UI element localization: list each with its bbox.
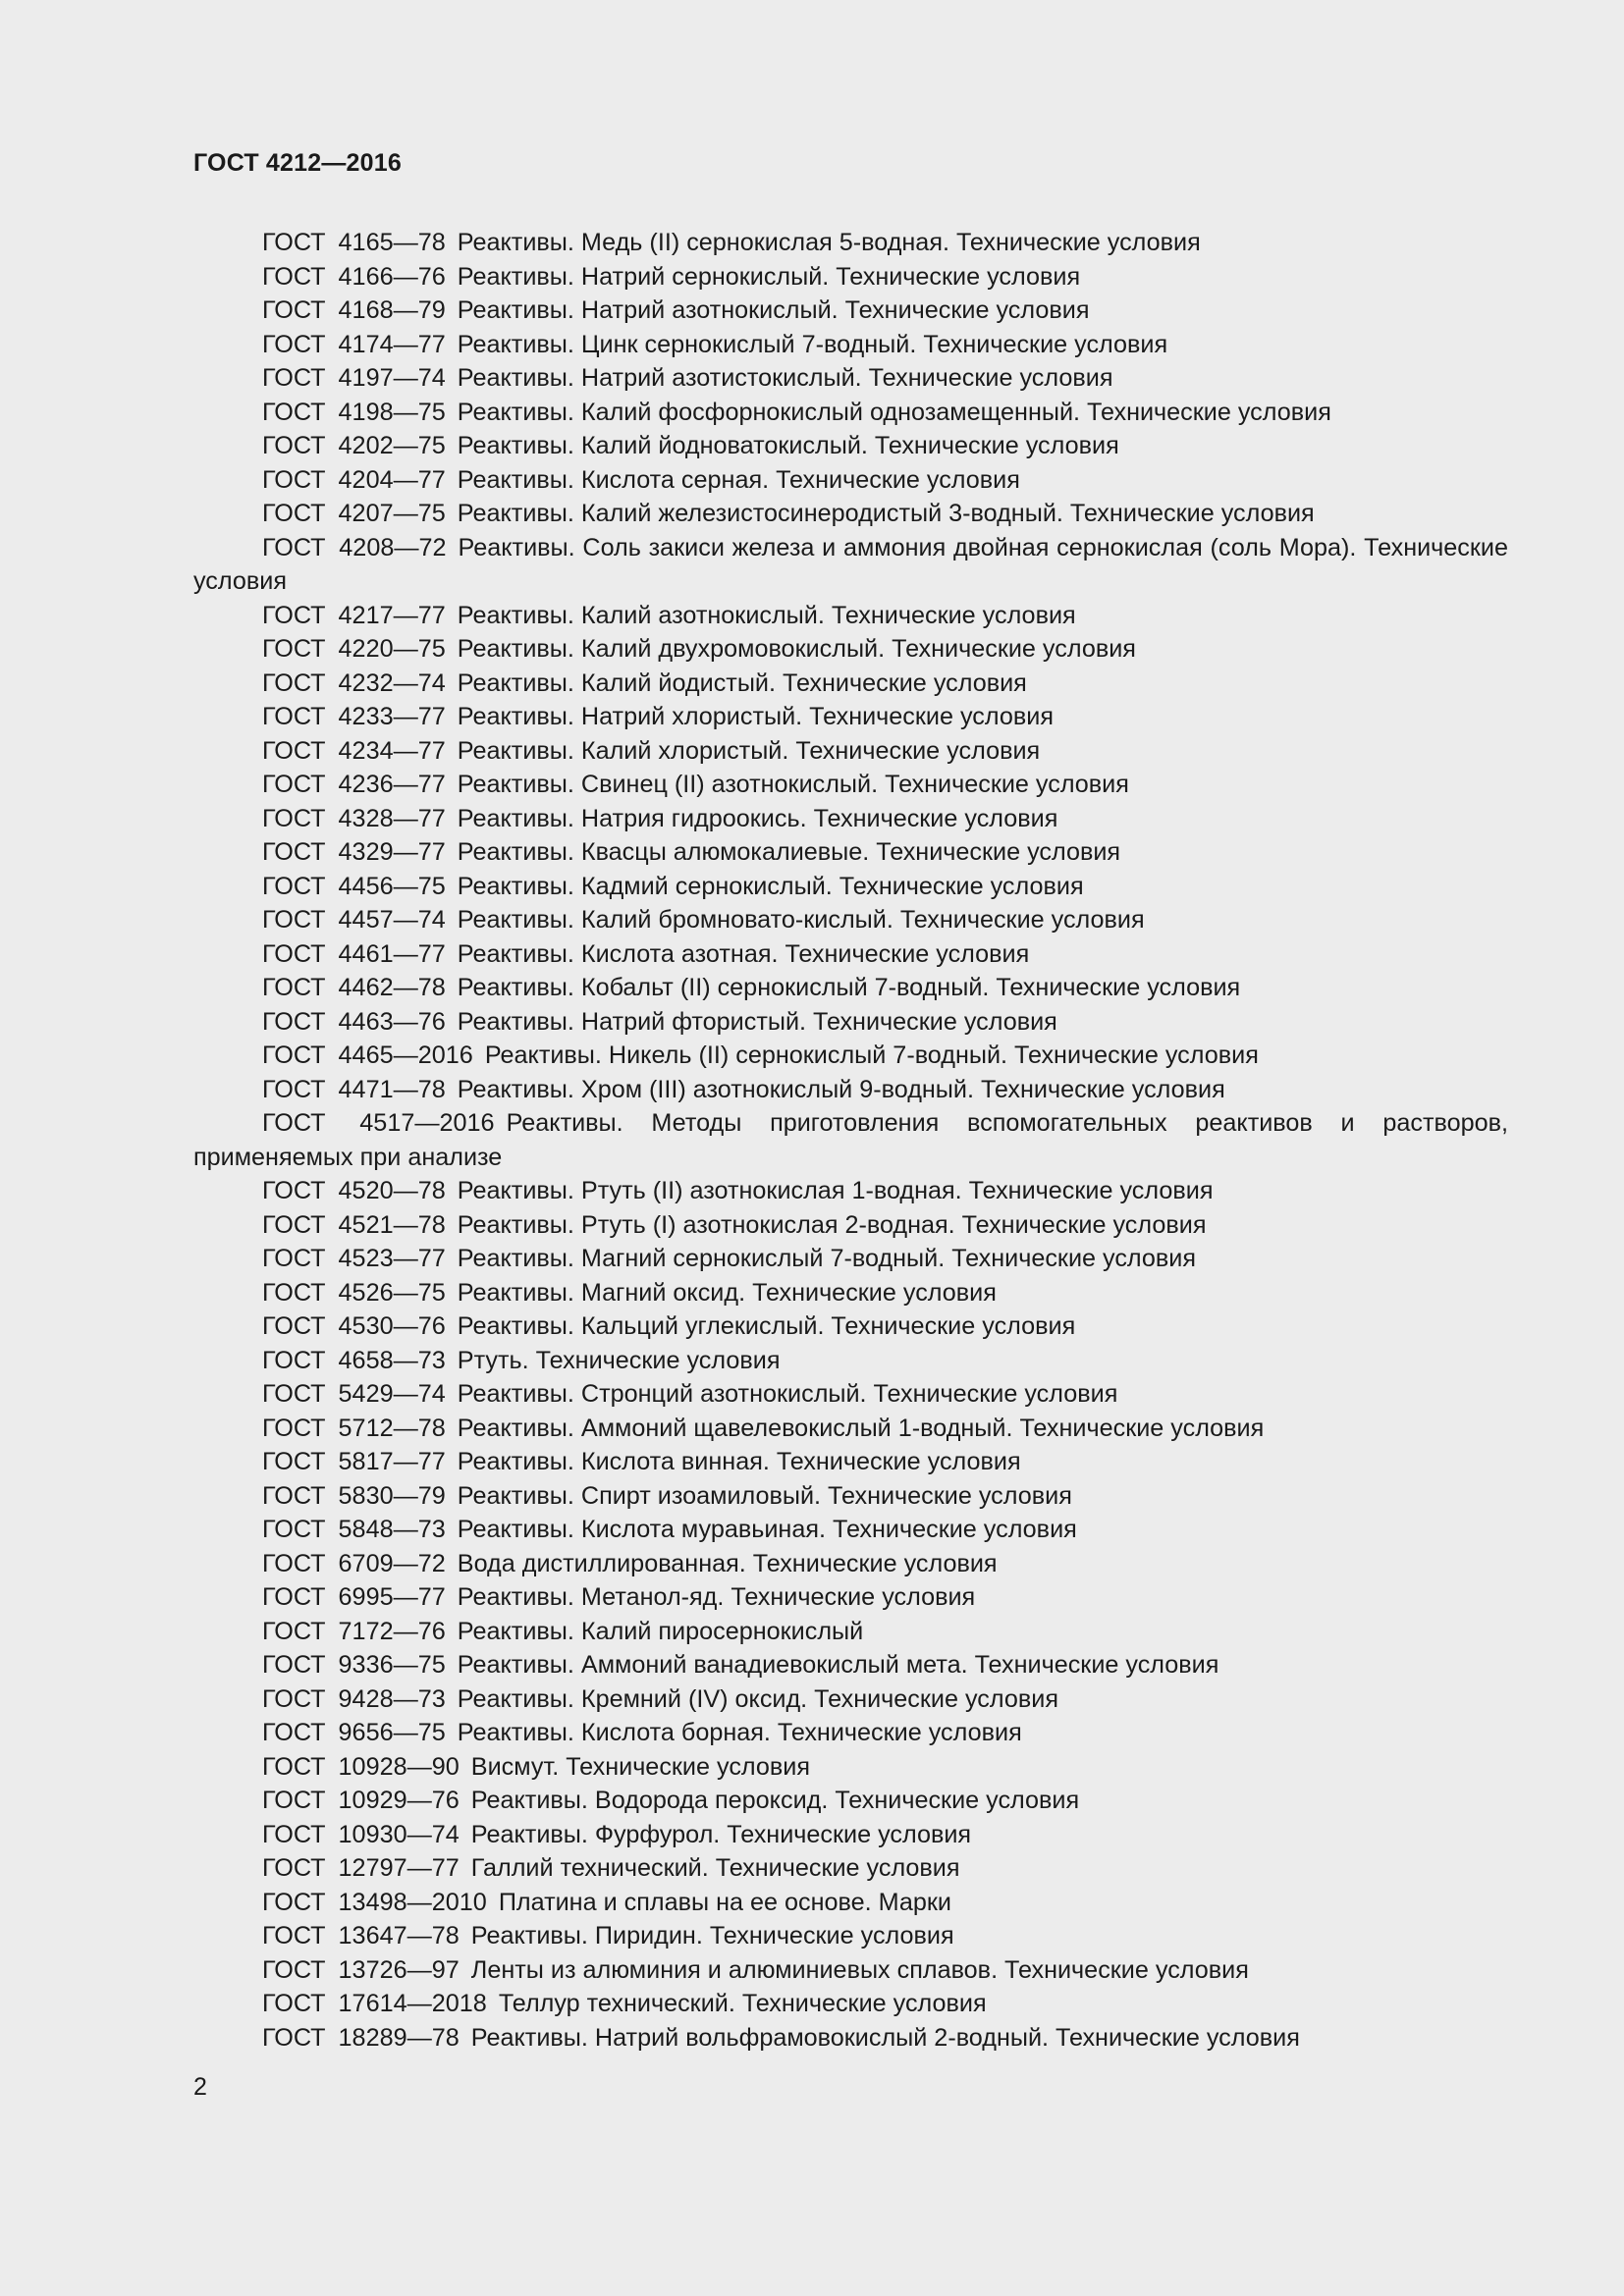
reference-title: Галлий технический. Технические условия (470, 1854, 960, 1882)
reference-title: Реактивы. Квасцы алюмокалиевые. Технические условия (457, 838, 1121, 866)
reference-title: Реактивы. Хром (III) азотнокислый 9-водный. Технические условия (457, 1075, 1225, 1103)
reference-item (193, 1513, 1508, 1547)
reference-item (193, 396, 1508, 430)
reference-code: ГОСТ 4198—75 (262, 398, 446, 426)
reference-title: Реактивы. Калий хлористый. Технические условия (457, 736, 1041, 765)
reference-title: Реактивы. Натрия гидроокись. Технические условия (457, 804, 1058, 832)
reference-code: ГОСТ 4234—77 (262, 736, 446, 765)
reference-code: ГОСТ 4165—78 (262, 229, 446, 256)
reference-item (193, 802, 1508, 836)
reference-item (193, 700, 1508, 734)
reference-title: Реактивы. Калий йодистый. Технические условия (457, 668, 1027, 697)
reference-code: ГОСТ 5712—78 (262, 1414, 446, 1442)
reference-title: Реактивы. Аммоний ванадиевокислый мета. Технические условия (457, 1651, 1219, 1679)
reference-title: Реактивы. Фурфурол. Технические условия (470, 1820, 972, 1848)
reference-title: Реактивы. Пиридин. Технические условия (470, 1922, 954, 1949)
reference-code: ГОСТ 4521—78 (262, 1210, 446, 1239)
reference-code: ГОСТ 10930—74 (262, 1820, 460, 1848)
reference-item (193, 1344, 1508, 1378)
reference-title: Реактивы. Натрий хлористый. Технические условия (457, 703, 1054, 730)
reference-title: Реактивы. Калий двухромовокислый. Технические условия (457, 635, 1136, 663)
page-number: 2 (193, 2073, 207, 2101)
normative-references-list (193, 226, 1508, 2055)
reference-title: Реактивы. Калий азотнокислый. Технические условия (457, 601, 1076, 629)
reference-code: ГОСТ 4232—74 (262, 668, 446, 697)
reference-item (193, 226, 1508, 260)
reference-title: Реактивы. Натрий сернокислый. Технические условия (457, 262, 1081, 291)
reference-item (193, 937, 1508, 972)
reference-title: Платина и сплавы на ее основе. Марки (498, 1888, 951, 1916)
reference-code: ГОСТ 4463—76 (262, 1007, 446, 1036)
reference-code: ГОСТ 4530—76 (262, 1312, 446, 1340)
reference-title: Реактивы. Медь (II) сернокислая 5-водная. Технические условия (457, 229, 1201, 256)
reference-code: ГОСТ 4658—73 (262, 1346, 446, 1374)
reference-title: Ртуть. Технические условия (457, 1346, 781, 1374)
reference-item (193, 361, 1508, 396)
reference-code: ГОСТ 10929—76 (262, 1787, 460, 1814)
reference-item (193, 1648, 1508, 1682)
reference-code: ГОСТ 4202—75 (262, 432, 446, 459)
reference-title: Реактивы. Ртуть (II) азотнокислая 1-водная. Технические условия (457, 1177, 1214, 1204)
reference-code: ГОСТ 4207—75 (262, 500, 446, 527)
reference-item (193, 667, 1508, 701)
reference-code: ГОСТ 4471—78 (262, 1075, 446, 1103)
reference-title: Висмут. Технические условия (470, 1752, 810, 1781)
reference-item (193, 1818, 1508, 1852)
reference-code: ГОСТ 4233—77 (262, 703, 446, 730)
document-header: ГОСТ 4212—2016 (193, 149, 402, 177)
reference-title: Реактивы. Калий йодноватокислый. Технические условия (457, 432, 1119, 459)
reference-item (193, 632, 1508, 667)
reference-item (193, 1479, 1508, 1514)
reference-item (193, 497, 1508, 531)
reference-code: ГОСТ 4204—77 (262, 465, 446, 494)
reference-code: ГОСТ 4456—75 (262, 872, 446, 900)
reference-code: ГОСТ 4174—77 (262, 330, 446, 358)
reference-code: ГОСТ 7172—76 (262, 1617, 446, 1645)
reference-code: ГОСТ 4517—2016 (262, 1109, 495, 1137)
reference-item (193, 1682, 1508, 1717)
reference-item (193, 1106, 1508, 1174)
reference-title: Реактивы. Калий бромновато-кислый. Технические условия (457, 906, 1145, 934)
reference-item (193, 294, 1508, 328)
reference-title: Реактивы. Стронций азотнокислый. Технические условия (457, 1380, 1118, 1408)
reference-item (193, 1242, 1508, 1276)
reference-title: Реактивы. Кислота муравьиная. Технические условия (457, 1516, 1077, 1543)
reference-item (193, 1174, 1508, 1208)
reference-title: Реактивы. Калий железистосинеродистый 3-водный. Технические условия (457, 500, 1315, 527)
reference-item (193, 870, 1508, 904)
reference-code: ГОСТ 10928—90 (262, 1752, 460, 1781)
reference-title: Реактивы. Ртуть (I) азотнокислая 2-водная. Технические условия (457, 1210, 1207, 1239)
reference-title: Реактивы. Свинец (II) азотнокислый. Технические условия (457, 771, 1129, 798)
reference-item (193, 1547, 1508, 1581)
reference-code: ГОСТ 18289—78 (262, 2023, 460, 2052)
reference-title: Реактивы. Кислота азотная. Технические условия (457, 939, 1030, 968)
reference-code: ГОСТ 12797—77 (262, 1854, 460, 1882)
reference-item (193, 1445, 1508, 1479)
reference-title: Реактивы. Натрий азотнокислый. Технические условия (457, 296, 1090, 324)
reference-item (193, 1309, 1508, 1344)
reference-title: Реактивы. Магний оксид. Технические условия (457, 1278, 997, 1307)
reference-item (193, 971, 1508, 1005)
reference-code: ГОСТ 4217—77 (262, 601, 446, 629)
reference-code: ГОСТ 17614—2018 (262, 1990, 487, 2017)
reference-code: ГОСТ 4523—77 (262, 1245, 446, 1272)
reference-title: Реактивы. Натрий азотистокислый. Технические условия (457, 364, 1113, 392)
reference-title: Реактивы. Водорода пероксид. Технические условия (470, 1787, 1080, 1814)
reference-item (193, 1953, 1508, 1988)
reference-code: ГОСТ 6995—77 (262, 1583, 446, 1611)
reference-code: ГОСТ 4462—78 (262, 974, 446, 1001)
reference-title: Реактивы. Кадмий сернокислый. Технические условия (457, 872, 1084, 900)
reference-code: ГОСТ 9428—73 (262, 1684, 446, 1713)
reference-title: Реактивы. Натрий фтористый. Технические условия (457, 1007, 1057, 1036)
reference-item (193, 1886, 1508, 1920)
reference-code: ГОСТ 4236—77 (262, 771, 446, 798)
reference-item (193, 1784, 1508, 1818)
reference-title: Реактивы. Метанол-яд. Технические условия (457, 1583, 976, 1611)
reference-title: Реактивы. Калий фосфорнокислый однозамещенный. Технические условия (457, 398, 1331, 426)
reference-item (193, 1716, 1508, 1750)
reference-code: ГОСТ 4208—72 (262, 533, 447, 561)
reference-code: ГОСТ 9336—75 (262, 1651, 446, 1679)
reference-title: Реактивы. Кислота серная. Технические условия (457, 465, 1020, 494)
reference-item (193, 903, 1508, 937)
reference-title: Теллур технический. Технические условия (498, 1990, 987, 2017)
reference-title: Реактивы. Кислота винная. Технические условия (457, 1448, 1021, 1475)
reference-item (193, 1073, 1508, 1107)
reference-item (193, 463, 1508, 498)
reference-title: Реактивы. Кремний (IV) оксид. Технические условия (457, 1684, 1058, 1713)
reference-item (193, 1615, 1508, 1649)
reference-title: Ленты из алюминия и алюминиевых сплавов. Технические условия (470, 1955, 1249, 1984)
reference-item (193, 1919, 1508, 1953)
reference-code: ГОСТ 4457—74 (262, 906, 446, 934)
reference-code: ГОСТ 4526—75 (262, 1278, 446, 1307)
reference-item (193, 1580, 1508, 1615)
reference-title: Реактивы. Кобальт (II) сернокислый 7-водный. Технические условия (457, 974, 1241, 1001)
reference-title: Вода дистиллированная. Технические условия (457, 1549, 998, 1577)
reference-code: ГОСТ 4220—75 (262, 635, 446, 663)
reference-title: Реактивы. Кислота борная. Технические условия (457, 1719, 1022, 1746)
reference-code: ГОСТ 13726—97 (262, 1955, 460, 1984)
reference-item (193, 328, 1508, 362)
reference-item (193, 1412, 1508, 1446)
reference-code: ГОСТ 4328—77 (262, 804, 446, 832)
reference-code: ГОСТ 5817—77 (262, 1448, 446, 1475)
reference-item (193, 429, 1508, 463)
reference-code: ГОСТ 4520—78 (262, 1177, 446, 1204)
reference-item (193, 1750, 1508, 1785)
reference-item (193, 1377, 1508, 1412)
reference-title: Реактивы. Цинк сернокислый 7-водный. Технические условия (457, 330, 1168, 358)
reference-title: Реактивы. Натрий вольфрамовокислый 2-водный. Технические условия (470, 2023, 1300, 2052)
reference-code: ГОСТ 4168—79 (262, 296, 446, 324)
reference-title: Реактивы. Соль закиси железа и аммония двойная сернокислая (соль Мора). Технические условия (193, 533, 1508, 595)
reference-code: ГОСТ 4197—74 (262, 364, 446, 392)
reference-code: ГОСТ 5429—74 (262, 1380, 446, 1408)
reference-item (193, 1276, 1508, 1310)
reference-item (193, 1987, 1508, 2021)
reference-item (193, 1208, 1508, 1243)
reference-code: ГОСТ 4461—77 (262, 939, 446, 968)
reference-title: Реактивы. Спирт изоамиловый. Технические условия (457, 1481, 1072, 1510)
reference-code: ГОСТ 5848—73 (262, 1516, 446, 1543)
reference-code: ГОСТ 13647—78 (262, 1922, 460, 1949)
reference-title: Реактивы. Калий пиросернокислый (457, 1617, 864, 1645)
reference-item (193, 734, 1508, 769)
reference-item (193, 768, 1508, 802)
reference-code: ГОСТ 5830—79 (262, 1481, 446, 1510)
reference-code: ГОСТ 4166—76 (262, 262, 446, 291)
reference-title: Реактивы. Магний сернокислый 7-водный. Технические условия (457, 1245, 1197, 1272)
reference-item (193, 260, 1508, 294)
reference-item (193, 531, 1508, 599)
reference-item (193, 1851, 1508, 1886)
reference-title: Реактивы. Аммоний щавелевокислый 1-водный. Технические условия (457, 1414, 1265, 1442)
reference-item (193, 1039, 1508, 1073)
reference-item (193, 835, 1508, 870)
reference-code: ГОСТ 13498—2010 (262, 1888, 487, 1916)
reference-title: Реактивы. Методы приготовления вспомогательных реактивов и растворов, применяемых при анализе (193, 1109, 1508, 1171)
reference-item (193, 599, 1508, 633)
reference-code: ГОСТ 4465—2016 (262, 1041, 473, 1069)
reference-title: Реактивы. Кальций углекислый. Технические условия (457, 1312, 1076, 1340)
reference-code: ГОСТ 9656—75 (262, 1719, 446, 1746)
reference-title: Реактивы. Никель (II) сернокислый 7-водный. Технические условия (484, 1041, 1259, 1069)
reference-code: ГОСТ 4329—77 (262, 838, 446, 866)
reference-code: ГОСТ 6709—72 (262, 1549, 446, 1577)
reference-item (193, 1005, 1508, 1040)
reference-item (193, 2021, 1508, 2056)
